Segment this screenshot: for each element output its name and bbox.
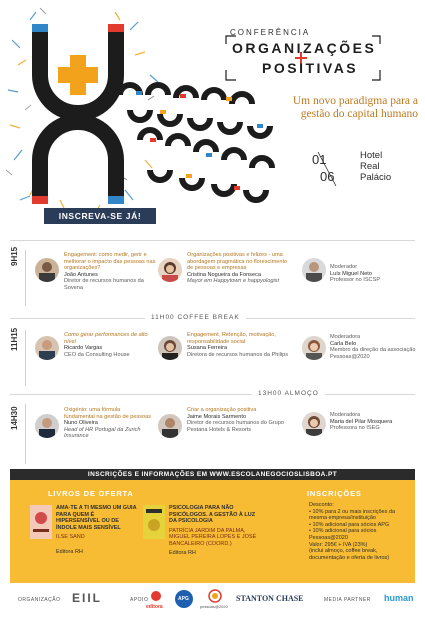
registration-heading: INSCRIÇÕES [307, 489, 362, 498]
talk-card [187, 407, 297, 433]
avatar [302, 336, 326, 360]
avatar [302, 412, 326, 436]
talk-title: Oxigénio: uma fórmula fundamental na gestão de pessoas [64, 407, 152, 420]
book2-author: PATRÍCIA JARDIM DA PALMA, MIGUEL PEREIRA LOPES E JOSÉ BANCALEIRO (COORD.) [169, 527, 257, 547]
eiil-logo: EIIL [72, 591, 103, 605]
moderator-name: Maria del Pilar Mosquera [330, 418, 393, 425]
price: Valor: 295€ + IVA (23%) [309, 541, 368, 548]
moderator-label: Moderadora [330, 334, 361, 340]
avatar [158, 336, 182, 360]
divider [10, 240, 415, 241]
book2-publisher: Editora RH [169, 550, 196, 556]
book1-cover [30, 505, 52, 539]
lunch-break-label: 13H00 ALMOÇO [252, 390, 325, 397]
speaker-role: CEO da Consulting House [64, 351, 130, 358]
apg-logo: APG [178, 596, 189, 602]
registration-details [309, 502, 409, 561]
moderator-role: Professor no ISCSP [330, 277, 381, 283]
talk-title: Criar a organização positiva [187, 407, 257, 413]
date-month: 06 [320, 169, 335, 184]
title-line2: POSITIVAS [262, 60, 359, 76]
book2-title: PSICOLOGIA PARA NÃO PSICÓLOGOS. A GESTÃO À LUZ DA PSICOLOGIA [169, 505, 256, 524]
venue-line3: Palácio [360, 172, 392, 183]
title-line1: ORGANIZAÇÕES [232, 40, 377, 56]
slot2-time: 11H15 [10, 327, 19, 351]
speaker-name: Jaime Morais Sarmento [187, 413, 247, 420]
moderator-label: Moderador [330, 264, 358, 270]
venue-line2: Real [360, 161, 380, 172]
speaker-name: João Antunes [64, 271, 98, 278]
avatar [35, 414, 59, 438]
talk-title: Organizações positivas e felizes - uma abordagem pragmática no florescimento de pessoas e empresas [187, 252, 288, 271]
registration-link[interactable]: INSCRIÇÕES E INFORMAÇÕES EM WWW.ESCOLANEGOCIOSLISBOA.PT [10, 469, 415, 480]
moderator-card [330, 412, 418, 432]
talk-card [187, 332, 297, 358]
support-label: APOIO [130, 597, 149, 603]
talk-card [64, 332, 150, 358]
coffee-break-label: 11H00 COFFEE BREAK [145, 314, 246, 321]
speaker-name: Cristina Nogueira da Fonseca [187, 271, 261, 278]
slot-divider [25, 250, 26, 306]
book1 [56, 505, 138, 555]
avatar [302, 258, 326, 282]
book1-title: AMA-TE A TI MESMO UM GUIA PARA QUEM É HIPERSENSÍVEL OU DE ÍNDOLE MAIS SENSÍVEL [56, 505, 137, 531]
moderator-role: Membro da direção da associação Pessoas@2020 [330, 347, 416, 360]
speaker-role: Diretor de recursos humanos do Grupo Pestana Hotels & Resorts [187, 420, 285, 433]
speaker-role: Diretor de recursos humanos da Sovena [64, 278, 144, 291]
media-partner-label: MEDIA PARTNER [324, 597, 371, 603]
talk-card [187, 252, 291, 285]
editora-logo-icon [147, 590, 165, 604]
talk-card [64, 252, 156, 291]
book1-author: ILSE SAND [56, 534, 85, 540]
editora-logo: editora [146, 604, 163, 610]
speaker-name: Ricardo Vargas [64, 345, 103, 351]
moderator-label: Moderadora [330, 412, 361, 418]
human-logo: human [384, 593, 414, 603]
hero-section [0, 0, 425, 238]
talk-title: Engagement: como medir, gerir e melhorar o impacto das pessoas nas organizações? [64, 252, 156, 271]
bottom-n-shape [40, 122, 116, 200]
date-day: 01 [312, 152, 327, 167]
pessoas-logo: pessoas@2020 [200, 604, 228, 609]
stanton-chase-logo: STANTON CHASE [236, 594, 304, 603]
moderator-card [330, 334, 418, 360]
talk-title: Como gerar performances de alto nível [64, 332, 148, 345]
conference-label: CONFERÊNCIA [230, 28, 311, 37]
speaker-role: Head of HR Portugal da Zurich Insurance [64, 426, 141, 439]
avatar [35, 336, 59, 360]
pessoas-logo-icon [206, 589, 224, 603]
plus-horizontal [58, 67, 98, 83]
book2-cover [143, 505, 165, 539]
speaker-name: Nuno Oliveira [64, 420, 98, 426]
register-now-button[interactable]: INSCREVA-SE JÁ! [44, 208, 156, 224]
slot1-time: 9H15 [10, 246, 19, 266]
discount-line: • 10% adicional para sócios APG [309, 521, 390, 528]
discount-line: • 10% adicional para sócios Pessoas@2020 [309, 528, 377, 541]
speaker-role: Diretora de recursos humanos da Philips [187, 351, 289, 358]
talk-card [64, 407, 152, 440]
slot-divider [25, 404, 26, 464]
venue-line1: Hotel [360, 150, 383, 161]
speaker-role: Mayor em Happytown e happyologist [187, 278, 280, 284]
moderator-role: Professora no ISEG [330, 425, 380, 431]
moderator-name: Luís Miguel Neto [330, 270, 372, 277]
price-includes: (inclui almoço, coffee break, documentação e oferta de livros) [309, 548, 390, 561]
book1-publisher: Editora RH [56, 548, 83, 555]
divider [10, 394, 415, 395]
tagline: Um novo paradigma para a gestão do capital humano [292, 95, 418, 120]
speaker-name: Susana Ferreira [187, 345, 228, 351]
moderator-name: Carla Belo [330, 340, 357, 347]
moderator-card [330, 264, 418, 284]
arch-wave [120, 85, 272, 200]
discount-label: Desconto: [309, 502, 334, 508]
book2 [169, 505, 261, 557]
organization-label: ORGANIZAÇÃO [18, 597, 61, 603]
talk-title: Engagement, Retenção, motivação, responsabilidade social [187, 332, 276, 345]
slot3-time: 14H30 [10, 406, 19, 430]
avatar [35, 258, 59, 282]
slot-divider [25, 330, 26, 386]
discount-line: • 10% para 2 ou mais inscrições da mesma empresa/instituição [309, 508, 395, 522]
venue [360, 150, 391, 183]
avatar [158, 414, 182, 438]
avatar [158, 258, 182, 282]
books-heading: LIVROS DE OFERTA [48, 489, 134, 498]
